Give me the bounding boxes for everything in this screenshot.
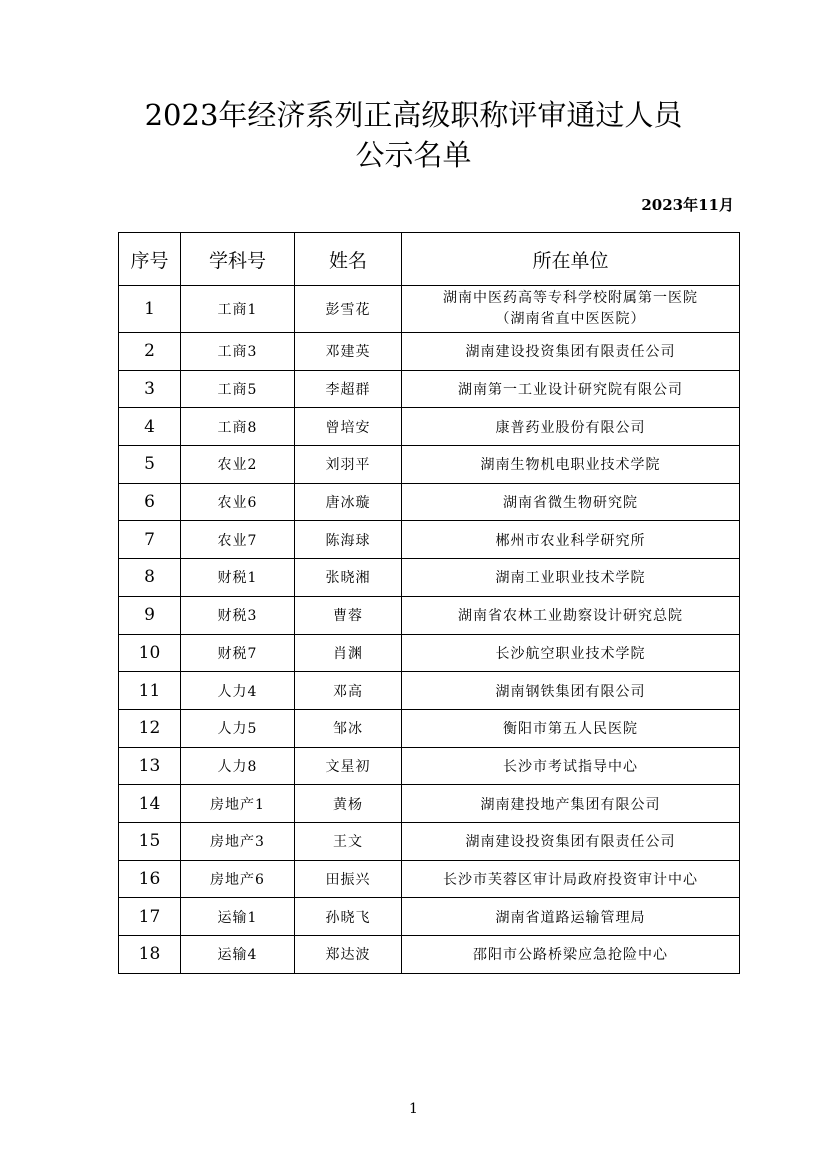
table-row [119,521,740,559]
cell-name: 李超群 [295,370,402,408]
header-index: 序号 [119,233,181,286]
cell-subject: 农业6 [181,483,295,521]
document-date: 2023年11月 [641,196,734,214]
cell-name: 陈海球 [295,521,402,559]
cell-index: 16 [119,860,181,898]
cell-index: 1 [119,286,181,333]
cell-subject: 农业7 [181,521,295,559]
cell-subject: 工商8 [181,408,295,446]
cell-subject: 运输1 [181,898,295,936]
cell-name: 肖渊 [295,634,402,672]
cell-name: 郑达波 [295,936,402,974]
cell-unit: 湖南省农林工业勘察设计研究总院 [402,596,740,634]
cell-unit: 湖南第一工业设计研究院有限公司 [402,370,740,408]
cell-index: 6 [119,483,181,521]
table-row [119,559,740,597]
cell-subject: 财税3 [181,596,295,634]
document-title-line-2: 公示名单 [355,138,472,172]
cell-unit-line-2: （湖南省直中医医院） [495,311,646,327]
cell-unit: 邵阳市公路桥梁应急抢险中心 [402,936,740,974]
page-number: 1 [409,1101,418,1117]
cell-unit: 康普药业股份有限公司 [402,408,740,446]
cell-unit: 长沙航空职业技术学院 [402,634,740,672]
cell-index: 3 [119,370,181,408]
cell-unit: 长沙市芙蓉区审计局政府投资审计中心 [402,860,740,898]
cell-subject: 财税7 [181,634,295,672]
cell-name: 孙晓飞 [295,898,402,936]
table-row [119,936,740,974]
cell-unit [402,286,740,333]
cell-subject: 房地产3 [181,822,295,860]
cell-unit: 湖南建投地产集团有限公司 [402,785,740,823]
table-row [119,747,740,785]
cell-index: 4 [119,408,181,446]
cell-subject: 房地产1 [181,785,295,823]
table-row [119,634,740,672]
cell-unit: 湖南建设投资集团有限责任公司 [402,822,740,860]
cell-subject: 农业2 [181,446,295,484]
cell-unit: 湖南生物机电职业技术学院 [402,446,740,484]
cell-index: 11 [119,672,181,710]
cell-subject: 运输4 [181,936,295,974]
table-row [119,370,740,408]
cell-index: 14 [119,785,181,823]
cell-index: 17 [119,898,181,936]
cell-name: 文星初 [295,747,402,785]
table-row [119,860,740,898]
cell-name: 王文 [295,822,402,860]
cell-name: 唐冰璇 [295,483,402,521]
cell-index: 10 [119,634,181,672]
table-row [119,709,740,747]
cell-name: 邓建英 [295,333,402,371]
cell-unit: 郴州市农业科学研究所 [402,521,740,559]
cell-unit: 湖南建设投资集团有限责任公司 [402,333,740,371]
cell-unit: 湖南省道路运输管理局 [402,898,740,936]
personnel-table [118,232,740,974]
cell-index: 12 [119,709,181,747]
cell-unit: 长沙市考试指导中心 [402,747,740,785]
cell-name: 曾培安 [295,408,402,446]
header-subject: 学科号 [181,233,295,286]
cell-name: 张晓湘 [295,559,402,597]
cell-index: 2 [119,333,181,371]
header-name: 姓名 [295,233,402,286]
cell-index: 9 [119,596,181,634]
cell-index: 7 [119,521,181,559]
cell-subject: 工商5 [181,370,295,408]
cell-name: 彭雪花 [295,286,402,333]
cell-unit: 衡阳市第五人民医院 [402,709,740,747]
cell-subject: 人力4 [181,672,295,710]
table-row [119,333,740,371]
table-row [119,785,740,823]
table-body [119,286,740,974]
cell-name: 曹蓉 [295,596,402,634]
table-row [119,596,740,634]
table-row [119,408,740,446]
cell-name: 邹冰 [295,709,402,747]
cell-subject: 房地产6 [181,860,295,898]
cell-subject: 财税1 [181,559,295,597]
cell-index: 5 [119,446,181,484]
cell-name: 黄杨 [295,785,402,823]
table-row [119,483,740,521]
cell-name: 田振兴 [295,860,402,898]
table-row [119,672,740,710]
table-row [119,446,740,484]
cell-subject: 人力5 [181,709,295,747]
cell-unit: 湖南省微生物研究院 [402,483,740,521]
cell-index: 18 [119,936,181,974]
cell-subject: 工商1 [181,286,295,333]
cell-name: 刘羽平 [295,446,402,484]
cell-name: 邓高 [295,672,402,710]
table-header-row [119,233,740,286]
cell-unit-line-1: 湖南中医药高等专科学校附属第一医院 [443,290,698,306]
cell-unit: 湖南钢铁集团有限公司 [402,672,740,710]
cell-subject: 人力8 [181,747,295,785]
table-row [119,898,740,936]
cell-index: 15 [119,822,181,860]
cell-index: 8 [119,559,181,597]
cell-subject: 工商3 [181,333,295,371]
cell-unit: 湖南工业职业技术学院 [402,559,740,597]
cell-index: 13 [119,747,181,785]
document-title-line-1: 2023年经济系列正高级职称评审通过人员 [144,98,683,132]
table-row [119,822,740,860]
table-row [119,286,740,333]
header-unit: 所在单位 [402,233,740,286]
